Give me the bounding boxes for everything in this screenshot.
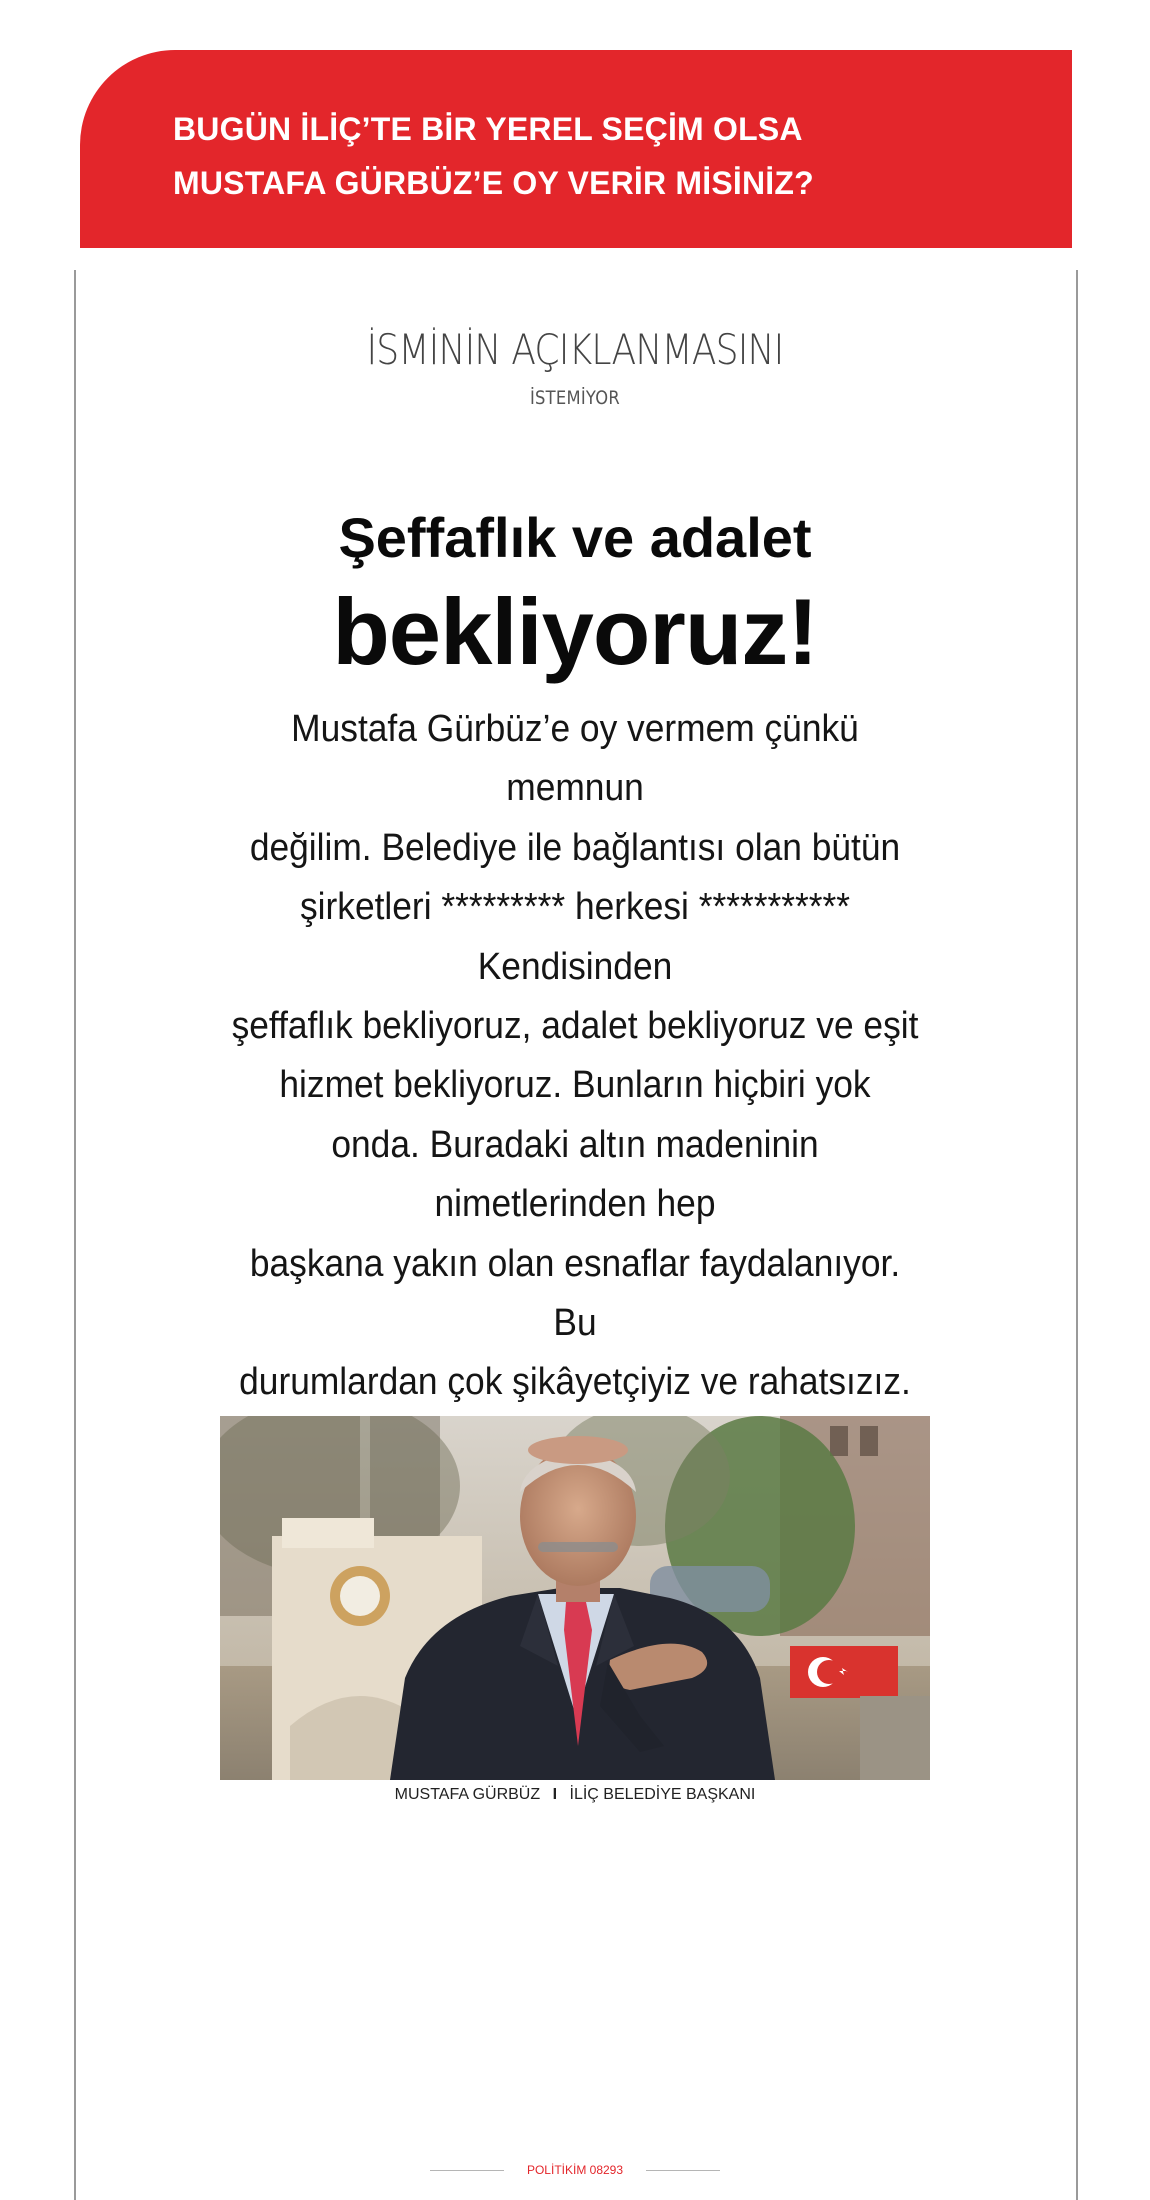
footer [0,2163,1150,2177]
source-label: İSMİNİN AÇIKLANMASINI [366,325,784,374]
quote-line: değilim. Belediye ile bağlantısı olan bütün [249,826,901,869]
quote-line: şeffaflık bekliyoruz, adalet bekliyoruz ve eşit [231,1005,919,1048]
footer-label: POLİTİKİM 08293 [526,2163,624,2177]
source-sublabel: İSTEMİYOR [529,387,621,409]
quote-line: şirketleri ********* herkesi *********** Kendisinden [299,886,851,988]
headline-line-2: bekliyoruz! [332,579,818,684]
photo-caption [0,1786,1150,1804]
quote-line: durumlardan çok şikâyetçiyiz ve rahatsızız. [239,1361,911,1404]
caption-separator: I [552,1786,558,1803]
quote-line: Mustafa Gürbüz’e oy vermem çünkü memnun [291,708,859,810]
headline-line-1: Şeffaflık ve adalet [338,506,812,569]
quote-line: başkana yakın olan esnaflar faydalanıyor. Bu [249,1242,901,1345]
caption-name: MUSTAFA GÜRBÜZ [394,1786,541,1803]
caption-role: İLİÇ BELEDİYE BAŞKANI [569,1786,756,1803]
headline-banner [80,50,1072,248]
banner-line-1: BUGÜN İLİÇ’TE BİR YEREL SEÇİM OLSA [173,111,803,147]
banner-line-2: MUSTAFA GÜRBÜZ’E OY VERİR MİSİNİZ? [173,165,814,201]
quote-line: hizmet bekliyoruz. Bunların hiçbiri yok [279,1064,871,1107]
footer-rule-right [646,2170,720,2171]
footer-rule-left [430,2170,504,2171]
portrait-photo [220,1416,930,1780]
quote-line: onda. Buradaki altın madeninin nimetlerinden hep [331,1123,819,1226]
